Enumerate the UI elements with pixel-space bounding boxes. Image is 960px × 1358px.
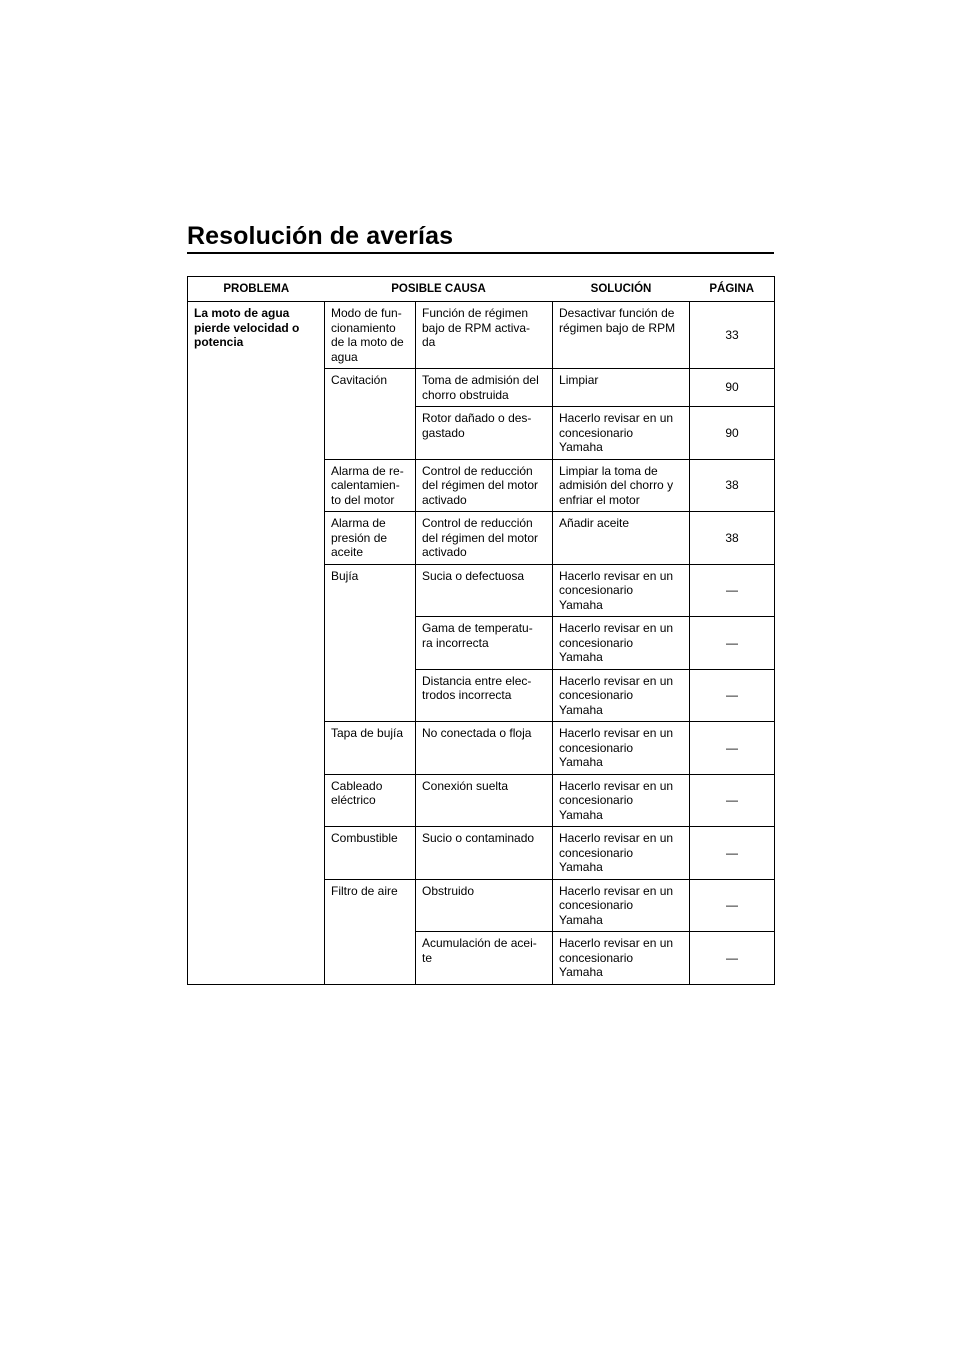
detail-cell: Toma de admisión del chorro obstruida: [416, 369, 553, 407]
solution-cell: Hacerlo revisar en un concesionario Yamaha: [553, 564, 690, 617]
detail-cell: Sucio o contaminado: [416, 827, 553, 880]
page-cell: 38: [690, 512, 775, 565]
detail-cell: Rotor dañado o des- gastado: [416, 407, 553, 460]
solution-cell: Limpiar la toma de admisión del chorro y enfriar el motor: [553, 459, 690, 512]
solution-cell: Desactivar función de régimen bajo de RPM: [553, 302, 690, 369]
solution-cell: Añadir aceite: [553, 512, 690, 565]
cause-cell: Bujía: [325, 564, 416, 722]
table-row: [188, 302, 775, 369]
page-cell: —: [690, 722, 775, 775]
page-cell: 38: [690, 459, 775, 512]
page-cell: —: [690, 774, 775, 827]
column-header-solution: SOLUCIÓN: [553, 277, 690, 302]
detail-cell: Conexión suelta: [416, 774, 553, 827]
cause-cell: Cableado eléctrico: [325, 774, 416, 827]
detail-cell: Control de reducción del régimen del motor activado: [416, 459, 553, 512]
solution-cell: Hacerlo revisar en un concesionario Yamaha: [553, 669, 690, 722]
table-header-row: [188, 277, 775, 302]
cause-cell: Combustible: [325, 827, 416, 880]
detail-cell: Acumulación de acei- te: [416, 932, 553, 985]
column-header-cause: POSIBLE CAUSA: [325, 277, 553, 302]
solution-cell: Hacerlo revisar en un concesionario Yamaha: [553, 879, 690, 932]
column-header-page: PÁGINA: [690, 277, 775, 302]
solution-cell: Limpiar: [553, 369, 690, 407]
solution-cell: Hacerlo revisar en un concesionario Yamaha: [553, 774, 690, 827]
cause-cell: Filtro de aire: [325, 879, 416, 984]
page-title: Resolución de averías: [187, 222, 454, 250]
solution-cell: Hacerlo revisar en un concesionario Yamaha: [553, 722, 690, 775]
cause-cell: Tapa de bujía: [325, 722, 416, 775]
page-cell: —: [690, 669, 775, 722]
detail-cell: Función de régimen bajo de RPM activa- da: [416, 302, 553, 369]
cause-cell: Cavitación: [325, 369, 416, 460]
detail-cell: Obstruido: [416, 879, 553, 932]
page-cell: 33: [690, 302, 775, 369]
cause-cell: Modo de fun- cionamiento de la moto de agua: [325, 302, 416, 369]
troubleshooting-table: [187, 276, 775, 985]
cause-cell: Alarma de re- calentamien- to del motor: [325, 459, 416, 512]
detail-cell: Control de reducción del régimen del motor activado: [416, 512, 553, 565]
title-rule: [187, 252, 774, 254]
solution-cell: Hacerlo revisar en un concesionario Yamaha: [553, 932, 690, 985]
page-cell: 90: [690, 407, 775, 460]
page-cell: —: [690, 617, 775, 670]
detail-cell: No conectada o floja: [416, 722, 553, 775]
page-cell: —: [690, 932, 775, 985]
detail-cell: Sucia o defectuosa: [416, 564, 553, 617]
page-cell: 90: [690, 369, 775, 407]
solution-cell: Hacerlo revisar en un concesionario Yamaha: [553, 407, 690, 460]
page-cell: —: [690, 827, 775, 880]
page-cell: —: [690, 879, 775, 932]
cause-cell: Alarma de presión de aceite: [325, 512, 416, 565]
page-cell: —: [690, 564, 775, 617]
solution-cell: Hacerlo revisar en un concesionario Yamaha: [553, 827, 690, 880]
detail-cell: Distancia entre elec- trodos incorrecta: [416, 669, 553, 722]
column-header-problem: PROBLEMA: [188, 277, 325, 302]
detail-cell: Gama de temperatu- ra incorrecta: [416, 617, 553, 670]
solution-cell: Hacerlo revisar en un concesionario Yamaha: [553, 617, 690, 670]
problem-cell: La moto de agua pierde velocidad o potencia: [188, 302, 325, 985]
